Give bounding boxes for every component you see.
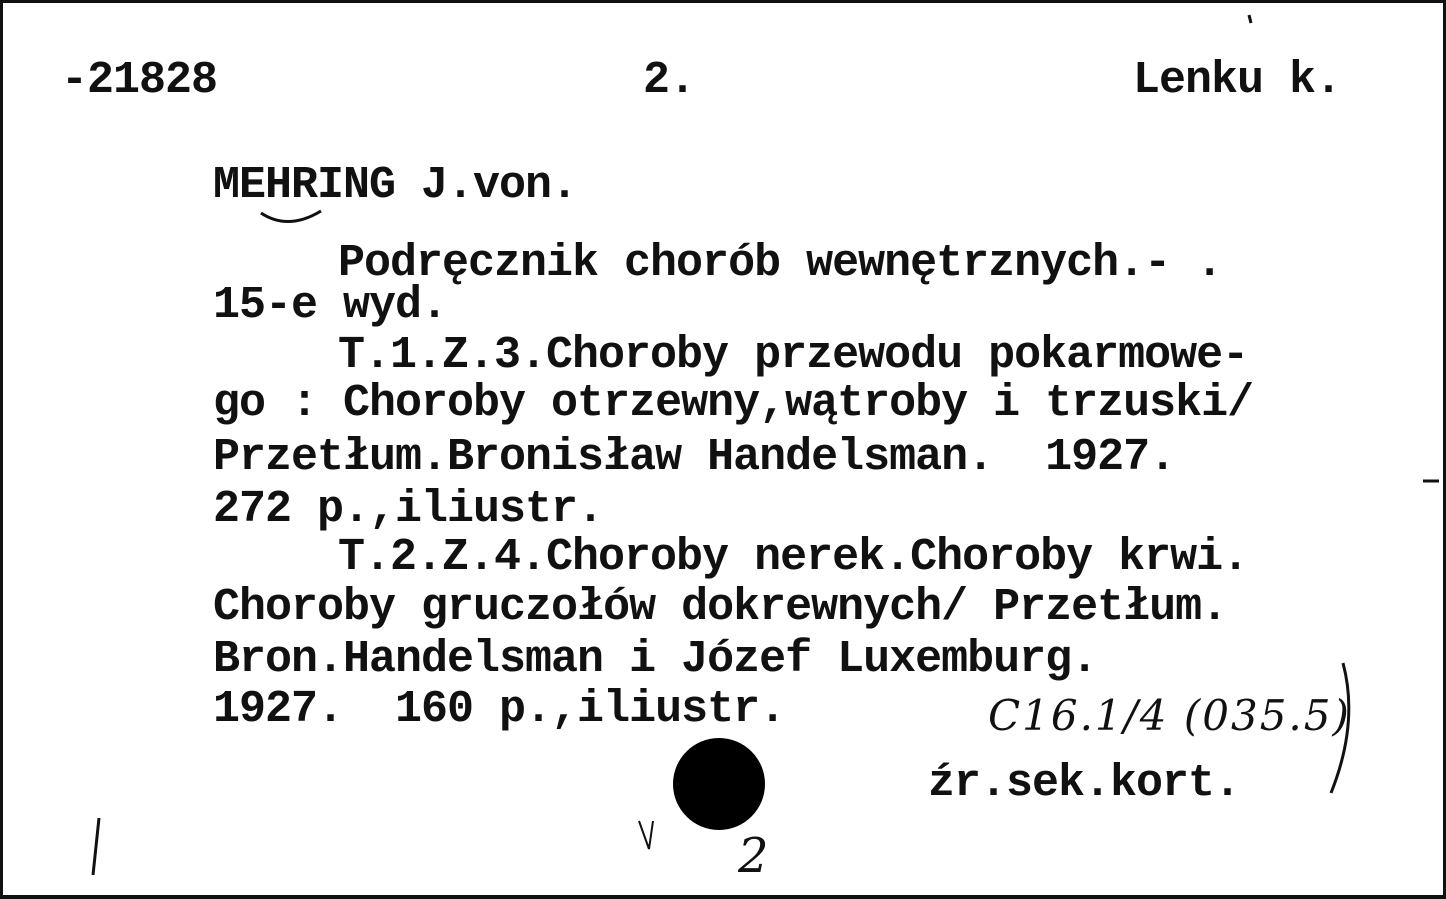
call-number: -21828	[61, 55, 218, 106]
body-line: go : Choroby otrzewny,wątroby i trzuski/	[213, 378, 1254, 429]
location-label: Lenku k.	[1133, 55, 1342, 106]
body-line: 15-e wyd.	[213, 280, 448, 331]
closing-bracket-stroke	[1331, 663, 1349, 793]
body-line: T.1.Z.3.Choroby przewodu pokarmowe-	[338, 330, 1249, 381]
handwritten-mark: 2	[738, 828, 769, 884]
author-heading: MEHRING J.von.	[213, 160, 578, 211]
body-line: 272 p.,iliustr.	[213, 484, 604, 535]
pen-marks	[3, 3, 1443, 895]
source-note: źr.sek.kort.	[928, 758, 1241, 809]
body-line: Przetłum.Bronisław Handelsman. 1927.	[213, 432, 1176, 483]
body-line: Bron.Handelsman i Józef Luxemburg.	[213, 634, 1098, 685]
body-line: 1927. 160 p.,iliustr.	[213, 684, 786, 735]
handwritten-classification: C16.1/4 (035.5)	[988, 691, 1351, 740]
tick-mark-left	[93, 818, 99, 875]
check-mark	[639, 821, 653, 849]
volume-number: 2.	[643, 55, 696, 106]
body-line: Podręcznik chorób wewnętrznych.- .	[338, 238, 1223, 289]
body-line: Choroby gruczołów dokrewnych/ Przetłum.	[213, 582, 1228, 633]
body-line: T.2.Z.4.Choroby nerek.Choroby krwi.	[338, 532, 1249, 583]
underline-arc	[261, 211, 321, 222]
top-speck	[1249, 15, 1251, 23]
